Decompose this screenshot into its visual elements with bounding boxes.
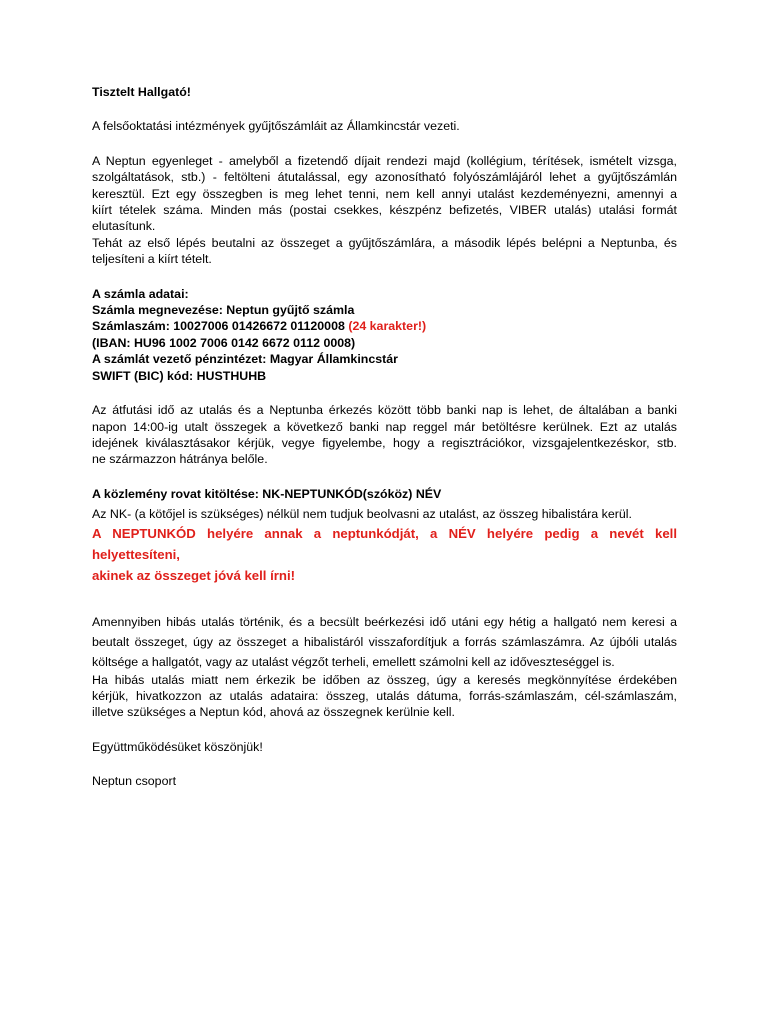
account-swift: SWIFT (BIC) kód: HUSTHUHB [92,368,267,383]
account-details [92,286,677,384]
text-line: Ha hibás utalás miatt nem érkezik be időben az összeg, úgy a keresés megkönnyítése érdekében [92,672,677,687]
account-name: Számla megnevezése: Neptun gyűjtő számla [92,303,355,318]
text-line: kiírt tételek száma. Minden más (postai csekkes, készpénz befizetés, VIBER utalás) utalási formát [92,203,677,218]
letter-page [92,84,677,790]
remark-heading: A közlemény rovat kitöltése: NK-NEPTUNKÓD(szóköz) NÉV [92,486,442,501]
text-line: Tehát az első lépés beutalni az összeget a gyűjtőszámlára, a második lépés belépni a Neptunba, és [92,235,677,250]
text-line: akinek az összeget jóvá kell írni! [92,567,296,583]
text-line: Az átfutási idő az utalás és a Neptunba érkezés között több banki nap is lehet, de általában a banki [92,403,677,418]
remark-warning [92,523,677,586]
text-line: idejének kiválasztásakor kérjük, vegye figyelembe, hogy a regisztrációkor, vizsgajelentkezéskor, stb. [92,435,677,450]
account-bank: A számlát vezető pénzintézet: Magyar Államkincstár [92,352,398,367]
account-heading: A számla adatai: [92,286,189,301]
text-line: A Neptun egyenleget - amelyből a fizetendő díjait rendezi majd (kollégium, térítések, ismételt vizsga, [92,153,677,168]
text-line: kérjük, hivatkozzon az utalás adataira: összeg, utalás dátuma, forrás-számlaszám, cél-számlaszám, [92,688,677,703]
account-number-line [92,318,677,334]
text-line: keresztül. Ezt egy összegben is meg lehet tenni, nem kell annyi utalást kezdeményezni, amennyi a [92,186,677,201]
signature: Neptun csoport [92,774,177,789]
balance-paragraph [92,153,677,268]
text-line: A NEPTUNKÓD helyére annak a neptunkódját, a NÉV helyére pedig a nevét kell helyettesíteni, [92,525,677,562]
text-line: beutalt összeget, úgy az összeget a hibalistáról visszafordítjuk a forrás számlaszámra. Az újbóli utalás [92,634,677,649]
text-line: költsége a hallgatót, vagy az utalást végzőt terheli, emellett számolni kell az időveszteséggel is. [92,654,615,669]
account-iban: (IBAN: HU96 1002 7006 0142 6672 0112 0008) [92,335,356,350]
wrong-transfer-paragraph [92,612,677,672]
account-number-note: (24 karakter!) [348,319,427,334]
account-number: Számlaszám: 10027006 01426672 01120008 [92,319,345,334]
intro-paragraph: A felsőoktatási intézmények gyűjtőszámláit az Államkincstár vezeti. [92,119,460,134]
text-line: napon 14:00-ig utalt összegek a következő banki nap reggel már betöltésre kerülnek. Ezt az utalás [92,419,677,434]
greeting: Tisztelt Hallgató! [92,85,191,99]
text-line: illetve szükséges a Neptun kód, ahová az összegnek kerülnie kell. [92,705,455,720]
remark-line: Az NK- (a kötőjel is szükséges) nélkül nem tudjuk beolvasni az utalást, az összeg hibalistára kerül. [92,507,632,522]
text-line: ne származzon hátránya belőle. [92,452,268,467]
text-line: szolgáltatások, stb.) - feltölteni átutalással, egy azonosítható folyószámlájáról lehet a gyűjtőszámlán [92,170,677,185]
search-help-paragraph [92,672,677,721]
text-line: teljesíteni a kiírt tételt. [92,252,212,267]
thanks-line: Együttműködésüket köszönjük! [92,739,263,754]
text-line: elutasítunk. [92,219,156,234]
transfer-time-paragraph [92,402,677,468]
text-line: Amennyiben hibás utalás történik, és a becsült beérkezési idő utáni egy hétig a hallgató nem keresi a [92,614,677,629]
